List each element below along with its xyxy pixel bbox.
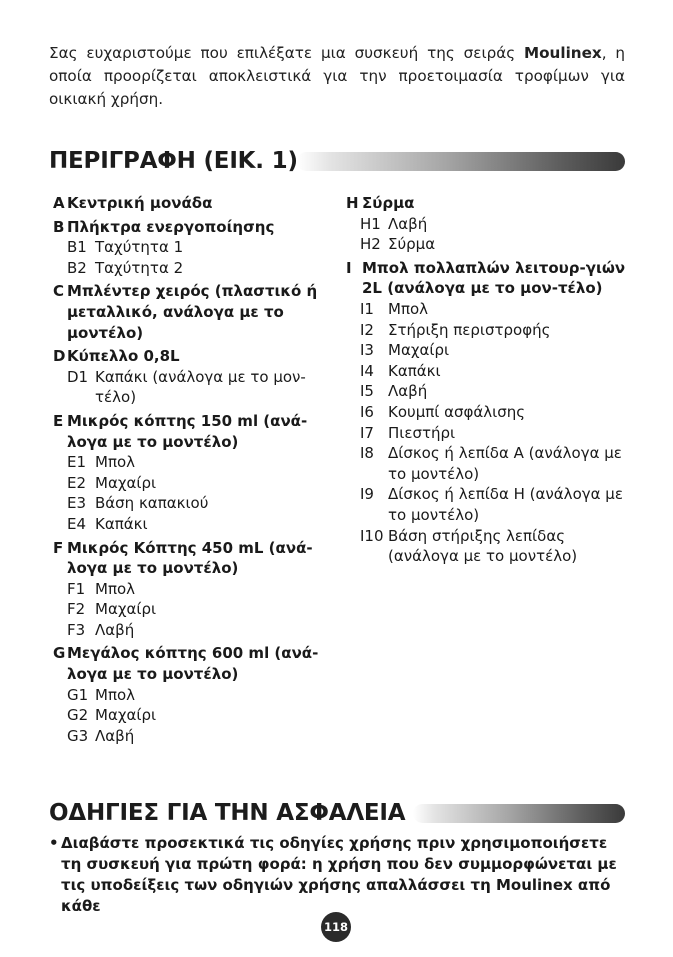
- sub-part-text: Μαχαίρι: [95, 600, 157, 619]
- page-number: 118: [321, 912, 351, 942]
- part-letter: E: [53, 411, 64, 430]
- part-item-d: [53, 346, 323, 367]
- sub-part-text: Ταχύτητα 2: [95, 258, 184, 277]
- part-letter: F: [53, 538, 64, 557]
- sub-part-i3: [346, 340, 626, 361]
- sub-part-text: Μαχαίρι: [95, 706, 157, 725]
- sub-part-h2: [346, 234, 626, 255]
- part-letter: C: [53, 282, 65, 301]
- sub-part-code: I7: [360, 423, 374, 442]
- part-item-h: [346, 193, 626, 214]
- part-letter: H: [346, 194, 359, 212]
- parts-list-left: [53, 190, 323, 746]
- sub-part-g2: [53, 705, 323, 726]
- sub-part-text: Μαχαίρι: [95, 473, 157, 492]
- bullet-mark: •: [49, 834, 59, 852]
- bullet-text: Διαβάστε προσεκτικά τις οδηγίες χρήσης πριν χρησιμοποιήσετε τη συσκευή για πρώτη φορά: η χρήση που δεν συμμορφώνεται με τις υποδείξεις των οδηγιών χρήσης απαλλάσσει τη Moulinex από κάθε: [61, 834, 617, 915]
- sub-part-i6: [346, 402, 626, 423]
- part-letter: I: [346, 258, 352, 277]
- part-label: Μικρός Κόπτης 450 mL (ανά-λογα με το μοντέλο): [67, 538, 313, 578]
- sub-part-g1: [53, 685, 323, 706]
- section-heading-description: [49, 148, 625, 178]
- sub-part-text: Ταχύτητα 1: [95, 238, 184, 257]
- part-letter: A: [53, 194, 65, 212]
- sub-part-text: Δίσκος ή λεπίδα A (ανάλογα με το μοντέλο): [388, 444, 622, 483]
- sub-part-code: I9: [360, 485, 374, 504]
- part-item-e: [53, 411, 323, 452]
- part-label: Σύρμα: [362, 194, 415, 212]
- sub-part-d1: [53, 367, 323, 408]
- part-item-g: [53, 643, 323, 684]
- sub-part-code: F2: [67, 600, 86, 619]
- sub-part-code: G1: [67, 685, 89, 704]
- sub-part-text: Μπολ: [388, 299, 429, 318]
- sub-part-code: D1: [67, 367, 89, 386]
- sub-part-code: I8: [360, 444, 374, 463]
- sub-part-code: F3: [67, 620, 86, 639]
- sub-part-code: B2: [67, 258, 87, 277]
- sub-part-code: G2: [67, 706, 89, 725]
- sub-part-text: Λαβή: [95, 620, 135, 639]
- sub-part-code: I1: [360, 299, 374, 318]
- sub-part-e4: [53, 514, 323, 535]
- section-heading-safety: [49, 800, 625, 830]
- safety-bullet: [49, 833, 627, 917]
- sub-part-b2: [53, 258, 323, 279]
- part-letter: D: [53, 347, 66, 366]
- sub-part-text: Λαβή: [388, 382, 428, 401]
- sub-part-code: I3: [360, 341, 374, 360]
- sub-part-f2: [53, 599, 323, 620]
- part-item-i: [346, 258, 626, 299]
- sub-part-text: Μπολ: [95, 453, 136, 472]
- sub-part-text: Βάση στήριξης λεπίδας (ανάλογα με το μοντέλο): [388, 526, 578, 566]
- sub-part-text: Καπάκι: [388, 361, 441, 380]
- sub-part-code: I6: [360, 402, 374, 421]
- sub-part-h1: [346, 214, 626, 235]
- sub-part-i8: [346, 443, 626, 484]
- intro-text-after: , η οποία προορίζεται αποκλειστικά για την προετοιμασία τροφίμων για οικιακή χρήση.: [49, 44, 625, 108]
- sub-part-code: E2: [67, 473, 87, 492]
- part-label: Μεγάλος κόπτης 600 ml (ανά-λογα με το μοντέλο): [67, 644, 319, 684]
- heading-gradient-bar: [297, 152, 625, 171]
- sub-part-i9: [346, 484, 626, 525]
- sub-part-i4: [346, 361, 626, 382]
- intro-paragraph: [49, 42, 625, 111]
- sub-part-text: Πιεστήρι: [388, 423, 456, 442]
- sub-part-code: E4: [67, 514, 87, 533]
- sub-part-code: E1: [67, 453, 87, 472]
- sub-part-i2: [346, 320, 626, 341]
- sub-part-code: I2: [360, 320, 374, 339]
- part-label: Πλήκτρα ενεργοποίησης: [67, 217, 275, 236]
- sub-part-code: H2: [360, 235, 381, 254]
- part-label: Κεντρική μονάδα: [67, 194, 213, 212]
- part-label: Κύπελλο 0,8L: [67, 347, 180, 366]
- sub-part-code: E3: [67, 494, 87, 513]
- sub-part-i7: [346, 423, 626, 444]
- sub-part-text: Κουμπί ασφάλισης: [388, 402, 526, 421]
- sub-part-code: I10: [360, 526, 384, 545]
- sub-part-i1: [346, 299, 626, 320]
- part-letter: G: [53, 644, 66, 663]
- intro-text-before: Σας ευχαριστούμε που επιλέξατε μια συσκευή της σειράς: [49, 44, 524, 62]
- sub-part-e3: [53, 493, 323, 514]
- sub-part-code: I5: [360, 382, 374, 401]
- sub-part-text: Καπάκι (ανάλογα με το μον-τέλο): [95, 367, 306, 407]
- sub-part-code: F1: [67, 579, 86, 598]
- sub-part-g3: [53, 726, 323, 747]
- sub-part-text: Βάση καπακιού: [95, 494, 209, 513]
- sub-part-code: G3: [67, 726, 89, 745]
- sub-part-text: Στήριξη περιστροφής: [388, 320, 551, 339]
- sub-part-text: Μπολ: [95, 579, 136, 598]
- brand-name: Moulinex: [524, 44, 602, 62]
- part-letter: B: [53, 217, 65, 236]
- part-item-f: [53, 538, 323, 579]
- sub-part-text: Δίσκος ή λεπίδα H (ανάλογα με το μοντέλο): [388, 485, 623, 524]
- sub-part-i5: [346, 381, 626, 402]
- sub-part-e2: [53, 473, 323, 494]
- sub-part-f1: [53, 579, 323, 600]
- part-item-b: [53, 217, 323, 238]
- sub-part-code: H1: [360, 214, 381, 233]
- sub-part-text: Μαχαίρι: [388, 341, 450, 360]
- part-label: Μπλέντερ χειρός (πλαστικό ή μεταλλικό, ανάλογα με το μοντέλο): [67, 282, 318, 342]
- part-label: Μπολ πολλαπλών λειτουρ-γιών 2L (ανάλογα με το μον-τέλο): [362, 258, 626, 298]
- sub-part-e1: [53, 452, 323, 473]
- part-item-a: [53, 193, 323, 214]
- sub-part-text: Λαβή: [95, 726, 135, 745]
- sub-part-code: B1: [67, 238, 87, 257]
- sub-part-text: Μπολ: [95, 685, 136, 704]
- heading-text: ΟΔΗΓΙΕΣ ΓΙΑ ΤΗΝ ΑΣΦΑΛΕΙΑ: [49, 800, 406, 826]
- part-item-c: [53, 281, 323, 343]
- heading-gradient-bar: [413, 804, 625, 823]
- sub-part-i10: [346, 526, 626, 567]
- parts-list-right: [346, 190, 626, 567]
- heading-text: ΠΕΡΙΓΡΑΦΗ (ΕΙΚ. 1): [49, 148, 298, 174]
- sub-part-b1: [53, 237, 323, 258]
- part-label: Μικρός κόπτης 150 ml (ανά-λογα με το μοντέλο): [67, 411, 308, 451]
- sub-part-f3: [53, 620, 323, 641]
- sub-part-code: I4: [360, 361, 374, 380]
- sub-part-text: Λαβή: [388, 214, 428, 233]
- sub-part-text: Σύρμα: [388, 235, 436, 254]
- sub-part-text: Καπάκι: [95, 514, 148, 533]
